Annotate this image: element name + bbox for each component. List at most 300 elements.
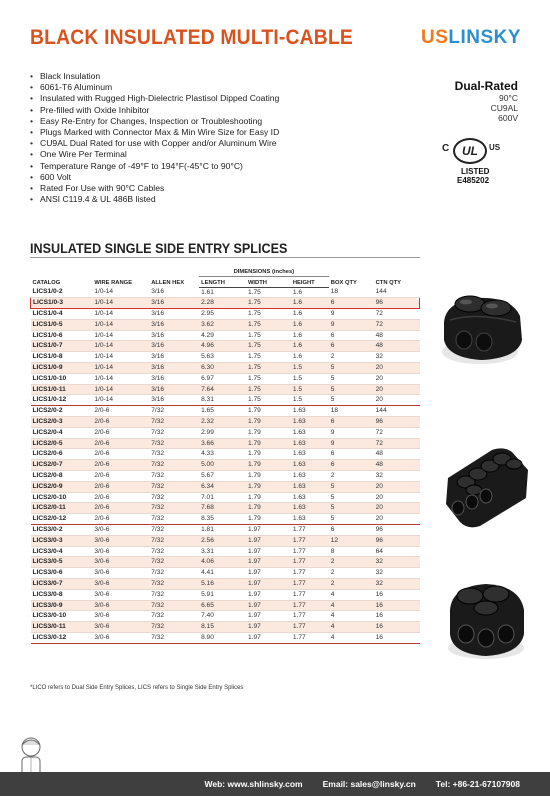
table-row (31, 568, 420, 579)
cell-height: 1.63 (291, 503, 329, 514)
cell-wire-range: 3/0-6 (92, 633, 149, 644)
cell-box-qty: 5 (329, 363, 374, 374)
cell-width: 1.75 (246, 373, 291, 384)
cell-catalog: LICS1/0-4 (31, 309, 93, 320)
ul-listed-text: LISTED (461, 167, 490, 176)
cell-ctn-qty: 16 (374, 611, 420, 622)
cell-ctn-qty: 96 (374, 298, 420, 309)
cell-length: 6.97 (199, 373, 246, 384)
cell-allen-hex: 7/32 (149, 589, 199, 600)
cell-height: 1.6 (291, 330, 329, 341)
cell-width: 1.97 (246, 568, 291, 579)
cell-box-qty: 2 (329, 579, 374, 590)
cell-length: 6.34 (199, 481, 246, 492)
cell-box-qty: 9 (329, 309, 374, 320)
cell-allen-hex: 7/32 (149, 503, 199, 514)
cell-box-qty: 18 (329, 406, 374, 417)
cell-width: 1.97 (246, 633, 291, 644)
cell-catalog: LICS1/0-9 (31, 363, 93, 374)
cell-box-qty: 2 (329, 471, 374, 482)
cell-width: 1.75 (246, 330, 291, 341)
cell-width: 1.97 (246, 546, 291, 557)
feature-item: • Temperature Range of -49°F to 194°F(-45°C to 90°C) (30, 161, 279, 172)
cell-wire-range: 1/0-14 (92, 287, 149, 298)
cell-height: 1.63 (291, 514, 329, 525)
cell-wire-range: 1/0-14 (92, 352, 149, 363)
cell-catalog: LICS3/0-4 (31, 546, 93, 557)
cell-height: 1.77 (291, 568, 329, 579)
cell-box-qty: 6 (329, 341, 374, 352)
cell-wire-range: 2/0-6 (92, 449, 149, 460)
col-length: LENGTH (199, 276, 246, 287)
cell-catalog: LICS1/0-8 (31, 352, 93, 363)
cell-box-qty: 6 (329, 525, 374, 536)
rating-voltage: 600V (498, 113, 518, 123)
cell-ctn-qty: 20 (374, 503, 420, 514)
table-row (31, 384, 420, 395)
cell-length: 4.33 (199, 449, 246, 460)
cell-height: 1.63 (291, 471, 329, 482)
table-row (31, 406, 420, 417)
cell-box-qty: 4 (329, 622, 374, 633)
feature-item: • 6061-T6 Aluminum (30, 82, 279, 93)
cell-catalog: LICS3/0-10 (31, 611, 93, 622)
cell-length: 2.95 (199, 309, 246, 320)
col-dimensions: DIMENSIONS (inches) (199, 262, 329, 276)
cell-catalog: LICS3/0-12 (31, 633, 93, 644)
cell-width: 1.79 (246, 417, 291, 428)
cell-ctn-qty: 144 (374, 406, 420, 417)
cell-wire-range: 2/0-6 (92, 417, 149, 428)
cell-wire-range: 1/0-14 (92, 330, 149, 341)
cell-catalog: LICS2/0-12 (31, 514, 93, 525)
cell-ctn-qty: 48 (374, 341, 420, 352)
cell-box-qty: 5 (329, 514, 374, 525)
table-row (31, 352, 420, 363)
cell-ctn-qty: 16 (374, 589, 420, 600)
table-row (31, 460, 420, 471)
cell-catalog: LICS3/0-6 (31, 568, 93, 579)
cell-wire-range: 3/0-6 (92, 611, 149, 622)
cell-allen-hex: 7/32 (149, 492, 199, 503)
cell-width: 1.79 (246, 503, 291, 514)
cell-ctn-qty: 20 (374, 514, 420, 525)
table-row (31, 341, 420, 352)
ul-letters: UL (462, 144, 478, 158)
cell-ctn-qty: 144 (374, 287, 420, 298)
cell-wire-range: 3/0-6 (92, 622, 149, 633)
cell-catalog: LICS2/0-10 (31, 492, 93, 503)
cell-allen-hex: 7/32 (149, 525, 199, 536)
cell-height: 1.63 (291, 460, 329, 471)
cell-allen-hex: 7/32 (149, 546, 199, 557)
cell-allen-hex: 3/16 (149, 395, 199, 406)
table-row (31, 309, 420, 320)
table-row (31, 546, 420, 557)
cell-allen-hex: 7/32 (149, 600, 199, 611)
cell-length: 5.16 (199, 579, 246, 590)
cell-width: 1.79 (246, 481, 291, 492)
cell-catalog: LICS3/0-7 (31, 579, 93, 590)
cell-length: 5.63 (199, 352, 246, 363)
feature-item: • Pre-filled with Oxide Inhibitor (30, 105, 279, 116)
cell-width: 1.79 (246, 514, 291, 525)
cell-height: 1.77 (291, 633, 329, 644)
three-port-splice-image (440, 572, 532, 664)
table-row (31, 579, 420, 590)
cell-height: 1.77 (291, 600, 329, 611)
cell-catalog: LICS1/0-3 (31, 298, 93, 309)
cell-ctn-qty: 16 (374, 622, 420, 633)
cell-width: 1.97 (246, 622, 291, 633)
cell-width: 1.97 (246, 535, 291, 546)
cell-catalog: LICS2/0-2 (31, 406, 93, 417)
cell-width: 1.97 (246, 557, 291, 568)
footer-website-link[interactable]: Web: www.shlinsky.com (204, 779, 303, 789)
cell-length: 8.35 (199, 514, 246, 525)
table-row (31, 471, 420, 482)
cell-allen-hex: 3/16 (149, 330, 199, 341)
cell-height: 1.6 (291, 298, 329, 309)
cell-ctn-qty: 16 (374, 633, 420, 644)
cell-catalog: LICS2/0-9 (31, 481, 93, 492)
cell-allen-hex: 3/16 (149, 309, 199, 320)
cell-catalog: LICS1/0-5 (31, 319, 93, 330)
table-row (31, 395, 420, 406)
cell-width: 1.97 (246, 589, 291, 600)
cell-catalog: LICS3/0-11 (31, 622, 93, 633)
table-row (31, 363, 420, 374)
cell-height: 1.77 (291, 611, 329, 622)
cell-box-qty: 5 (329, 481, 374, 492)
cell-length: 4.29 (199, 330, 246, 341)
cell-catalog: LICS1/0-6 (31, 330, 93, 341)
table-row (31, 525, 420, 536)
cell-height: 1.63 (291, 427, 329, 438)
cell-allen-hex: 7/32 (149, 481, 199, 492)
footer-phone: Tel: +86-21-67107908 (435, 779, 520, 789)
brand-us: US (421, 27, 449, 48)
cell-width: 1.79 (246, 460, 291, 471)
feature-item: • Insulated with Rugged High-Dielectric Plastisol Dipped Coating (30, 93, 279, 104)
cell-length: 4.41 (199, 568, 246, 579)
cell-width: 1.97 (246, 525, 291, 536)
cell-wire-range: 2/0-6 (92, 427, 149, 438)
cell-ctn-qty: 32 (374, 579, 420, 590)
cell-catalog: LICS2/0-6 (31, 449, 93, 460)
cell-ctn-qty: 96 (374, 525, 420, 536)
ul-listed-mark (442, 138, 523, 185)
feature-list (30, 71, 279, 205)
feature-item: • Easy Re-Entry for Changes, Inspection or Troubleshooting (30, 116, 279, 127)
cell-wire-range: 1/0-14 (92, 341, 149, 352)
cell-ctn-qty: 32 (374, 471, 420, 482)
table-row (31, 373, 420, 384)
cell-ctn-qty: 64 (374, 546, 420, 557)
cell-length: 6.65 (199, 600, 246, 611)
cell-width: 1.97 (246, 600, 291, 611)
cell-allen-hex: 7/32 (149, 633, 199, 644)
section-title: INSULATED SINGLE SIDE ENTRY SPLICES (30, 240, 288, 256)
table-footnote: *LICO refers to Dual Side Entry Splices, LICS refers to Single Side Entry Splices (30, 685, 244, 691)
rating-title: Dual-Rated (454, 79, 518, 93)
col-width: WIDTH (246, 276, 291, 287)
cell-length: 7.64 (199, 384, 246, 395)
cell-width: 1.75 (246, 341, 291, 352)
cell-length: 6.30 (199, 363, 246, 374)
table-body (31, 287, 420, 643)
cell-allen-hex: 3/16 (149, 363, 199, 374)
cell-ctn-qty: 96 (374, 535, 420, 546)
cell-allen-hex: 7/32 (149, 449, 199, 460)
cell-wire-range: 2/0-6 (92, 514, 149, 525)
cell-box-qty: 12 (329, 535, 374, 546)
cell-catalog: LICS3/0-2 (31, 525, 93, 536)
cell-width: 1.79 (246, 406, 291, 417)
cell-box-qty: 6 (329, 330, 374, 341)
table-row (31, 611, 420, 622)
cell-wire-range: 1/0-14 (92, 384, 149, 395)
cell-length: 1.61 (199, 287, 246, 298)
cell-height: 1.77 (291, 535, 329, 546)
cell-wire-range: 2/0-6 (92, 492, 149, 503)
cell-box-qty: 2 (329, 568, 374, 579)
cell-ctn-qty: 16 (374, 600, 420, 611)
cell-allen-hex: 7/32 (149, 514, 199, 525)
cell-catalog: LICS3/0-3 (31, 535, 93, 546)
cell-wire-range: 3/0-6 (92, 600, 149, 611)
cell-height: 1.5 (291, 395, 329, 406)
ul-file-number: E485202 (457, 176, 490, 185)
table-row (31, 535, 420, 546)
footer-email-link[interactable]: Email: sales@linsky.cn (322, 779, 416, 789)
cell-width: 1.79 (246, 449, 291, 460)
col-ctn-qty: CTN QTY (375, 280, 402, 286)
cell-catalog: LICS2/0-5 (31, 438, 93, 449)
cell-length: 8.90 (199, 633, 246, 644)
cell-width: 1.75 (246, 352, 291, 363)
cell-allen-hex: 3/16 (149, 384, 199, 395)
rating-block (455, 79, 518, 123)
feature-item: • CU9AL Dual Rated for use with Copper and/or Aluminum Wire (30, 138, 279, 149)
cell-wire-range: 2/0-6 (92, 471, 149, 482)
cell-length: 3.66 (199, 438, 246, 449)
brand-linsky: LINSKY (448, 27, 522, 48)
cell-length: 3.31 (199, 546, 246, 557)
cell-height: 1.6 (291, 341, 329, 352)
cell-height: 1.5 (291, 363, 329, 374)
cell-allen-hex: 7/32 (149, 417, 199, 428)
cell-box-qty: 2 (329, 352, 374, 363)
cell-box-qty: 6 (329, 417, 374, 428)
cell-box-qty: 2 (329, 557, 374, 568)
rating-temperature: 90°C (499, 93, 518, 103)
brand-logo (421, 27, 521, 49)
cell-catalog: LICS1/0-2 (31, 287, 93, 298)
feature-item: • Black Insulation (30, 71, 279, 82)
table-row (31, 600, 420, 611)
table-row (31, 514, 420, 525)
table-row (31, 298, 420, 309)
cell-catalog: LICS1/0-12 (31, 395, 93, 406)
cell-box-qty: 8 (329, 546, 374, 557)
cell-wire-range: 3/0-6 (92, 535, 149, 546)
cell-height: 1.6 (291, 287, 329, 298)
cell-wire-range: 1/0-14 (92, 298, 149, 309)
cell-allen-hex: 3/16 (149, 352, 199, 363)
cell-length: 2.56 (199, 535, 246, 546)
col-catalog: CATALOG (32, 280, 61, 286)
cell-wire-range: 2/0-6 (92, 503, 149, 514)
cell-allen-hex: 3/16 (149, 373, 199, 384)
cell-length: 1.65 (199, 406, 246, 417)
cell-height: 1.77 (291, 579, 329, 590)
cell-allen-hex: 7/32 (149, 427, 199, 438)
cell-ctn-qty: 20 (374, 363, 420, 374)
cell-length: 5.67 (199, 471, 246, 482)
cell-ctn-qty: 32 (374, 557, 420, 568)
cell-wire-range: 1/0-14 (92, 395, 149, 406)
feature-item: • Rated For Use with 90°C Cables (30, 183, 279, 194)
cell-allen-hex: 7/32 (149, 460, 199, 471)
cell-wire-range: 1/0-14 (92, 373, 149, 384)
cell-box-qty: 6 (329, 460, 374, 471)
cell-box-qty: 6 (329, 298, 374, 309)
cell-width: 1.75 (246, 309, 291, 320)
cell-length: 4.06 (199, 557, 246, 568)
cell-box-qty: 4 (329, 600, 374, 611)
cell-length: 2.32 (199, 417, 246, 428)
cell-wire-range: 3/0-6 (92, 568, 149, 579)
cell-ctn-qty: 32 (374, 352, 420, 363)
cell-width: 1.79 (246, 438, 291, 449)
footer-contact-bar (0, 772, 550, 796)
table-row (31, 622, 420, 633)
cell-height: 1.6 (291, 309, 329, 320)
cell-height: 1.63 (291, 406, 329, 417)
cell-ctn-qty: 72 (374, 438, 420, 449)
cell-ctn-qty: 72 (374, 309, 420, 320)
table-row (31, 438, 420, 449)
cell-box-qty: 9 (329, 427, 374, 438)
cell-length: 2.28 (199, 298, 246, 309)
cell-ctn-qty: 20 (374, 373, 420, 384)
cell-allen-hex: 3/16 (149, 319, 199, 330)
cell-catalog: LICS2/0-11 (31, 503, 93, 514)
cell-box-qty: 9 (329, 438, 374, 449)
cell-ctn-qty: 72 (374, 427, 420, 438)
cell-allen-hex: 7/32 (149, 438, 199, 449)
cell-wire-range: 2/0-6 (92, 460, 149, 471)
cell-wire-range: 1/0-14 (92, 363, 149, 374)
cell-ctn-qty: 20 (374, 492, 420, 503)
table-row (31, 492, 420, 503)
cell-catalog: LICS1/0-7 (31, 341, 93, 352)
cell-wire-range: 3/0-6 (92, 546, 149, 557)
cell-box-qty: 4 (329, 633, 374, 644)
two-port-splice-image (436, 282, 528, 370)
cell-catalog: LICS1/0-11 (31, 384, 93, 395)
cell-width: 1.75 (246, 298, 291, 309)
cell-length: 8.31 (199, 395, 246, 406)
cell-box-qty: 4 (329, 611, 374, 622)
cell-length: 3.62 (199, 319, 246, 330)
cell-width: 1.79 (246, 492, 291, 503)
cell-height: 1.63 (291, 417, 329, 428)
cell-height: 1.6 (291, 319, 329, 330)
cell-width: 1.97 (246, 579, 291, 590)
cell-catalog: LICS3/0-5 (31, 557, 93, 568)
cell-ctn-qty: 48 (374, 330, 420, 341)
feature-item: • 600 Volt (30, 172, 279, 183)
cell-allen-hex: 7/32 (149, 568, 199, 579)
cell-height: 1.6 (291, 352, 329, 363)
cell-height: 1.63 (291, 492, 329, 503)
cell-catalog: LICS3/0-9 (31, 600, 93, 611)
table-row (31, 319, 420, 330)
cell-length: 5.91 (199, 589, 246, 600)
cell-box-qty: 5 (329, 492, 374, 503)
table-row (31, 427, 420, 438)
cell-box-qty: 18 (329, 287, 374, 298)
cell-wire-range: 2/0-6 (92, 406, 149, 417)
cell-width: 1.75 (246, 287, 291, 298)
cell-width: 1.75 (246, 363, 291, 374)
cell-length: 7.68 (199, 503, 246, 514)
ul-logo-icon (453, 138, 487, 164)
cell-width: 1.75 (246, 319, 291, 330)
cell-allen-hex: 3/16 (149, 341, 199, 352)
cell-width: 1.97 (246, 611, 291, 622)
cell-catalog: LICS2/0-4 (31, 427, 93, 438)
table-row (31, 589, 420, 600)
cell-length: 4.96 (199, 341, 246, 352)
cell-allen-hex: 3/16 (149, 287, 199, 298)
table-row (31, 633, 420, 644)
cell-catalog: LICS2/0-8 (31, 471, 93, 482)
cell-box-qty: 5 (329, 373, 374, 384)
spec-table (30, 262, 420, 644)
cell-height: 1.77 (291, 557, 329, 568)
cell-box-qty: 4 (329, 589, 374, 600)
ul-c-letter: C (442, 143, 450, 154)
page-title: BLACK INSULATED MULTI-CABLE (30, 26, 354, 49)
table-row (31, 417, 420, 428)
cell-height: 1.77 (291, 525, 329, 536)
cell-allen-hex: 7/32 (149, 622, 199, 633)
col-height: HEIGHT (291, 276, 329, 287)
cell-height: 1.5 (291, 384, 329, 395)
cell-width: 1.75 (246, 384, 291, 395)
ul-us-letters: US (489, 143, 501, 152)
cell-length: 7.40 (199, 611, 246, 622)
table-row (31, 330, 420, 341)
cell-height: 1.5 (291, 373, 329, 384)
cell-wire-range: 1/0-14 (92, 309, 149, 320)
cell-wire-range: 2/0-6 (92, 438, 149, 449)
cell-wire-range: 3/0-6 (92, 525, 149, 536)
cell-ctn-qty: 72 (374, 319, 420, 330)
section-divider (30, 257, 420, 258)
cell-ctn-qty: 20 (374, 384, 420, 395)
cell-width: 1.79 (246, 471, 291, 482)
cell-allen-hex: 3/16 (149, 298, 199, 309)
col-allen-hex: ALLEN HEX (151, 280, 185, 286)
cell-height: 1.77 (291, 622, 329, 633)
cell-ctn-qty: 32 (374, 568, 420, 579)
cell-length: 8.15 (199, 622, 246, 633)
cell-ctn-qty: 20 (374, 395, 420, 406)
